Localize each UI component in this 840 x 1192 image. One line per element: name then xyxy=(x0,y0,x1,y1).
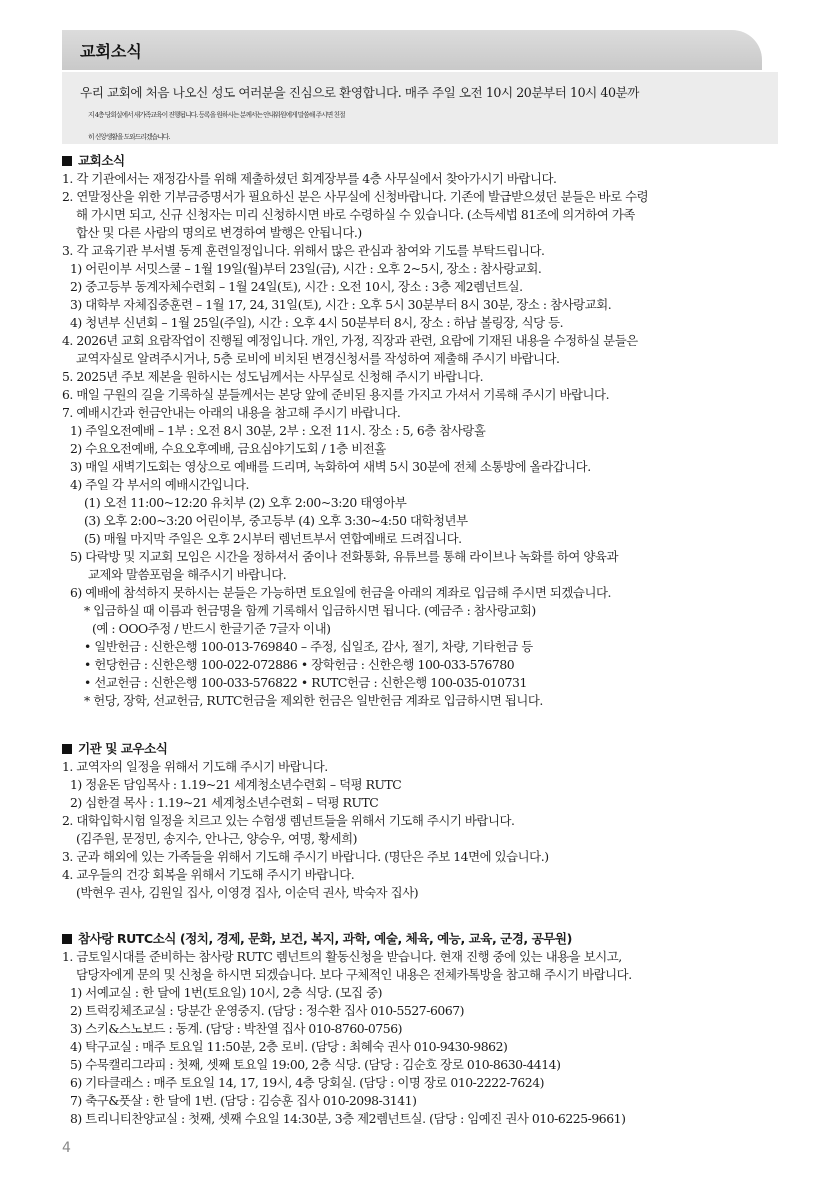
news-line: 4. 교우들의 건강 회복을 위해서 기도해 주시기 바랍니다. xyxy=(62,867,355,882)
news-line: • 선교헌금 : 신한은행 100-033-576822 • RUTC헌금 : 신한은행 100-035-010731 xyxy=(84,675,527,690)
news-line: 담당자에게 문의 및 신청을 하시면 되겠습니다. 보다 구체적인 내용은 전체카톡방을 참고해 주시기 바랍니다. xyxy=(76,967,632,982)
news-line: (김주원, 문정민, 송지수, 안나근, 양승우, 여명, 황세희) xyxy=(76,831,358,846)
section-heading-rutc-news xyxy=(62,930,572,947)
news-line: 1. 교역자의 일정을 위해서 기도해 주시기 바랍니다. xyxy=(62,759,328,774)
news-line: 6. 매일 구원의 길을 기록하실 분들께서는 본당 앞에 준비된 용지를 가지고 가셔서 기록해 주시기 바랍니다. xyxy=(62,387,610,402)
section-heading-text: 교회소식 xyxy=(78,153,125,168)
news-line: 해 가시면 되고, 신규 신청자는 미리 신청하시면 바로 수령하실 수 있습니다. (소득세법 81조에 의거하여 가족 xyxy=(76,207,635,222)
news-line: 7) 축구&풋살 : 한 달에 1번. (담당 : 김승훈 집사 010-2098-3141) xyxy=(70,1093,417,1108)
section-tab-title: 교회소식 xyxy=(80,42,142,61)
square-bullet-icon xyxy=(62,156,72,166)
welcome-box xyxy=(62,72,778,144)
page-number: 4 xyxy=(62,1140,71,1156)
news-line: (박현우 권사, 김원일 집사, 이영경 집사, 이순덕 권사, 박숙자 집사) xyxy=(76,885,419,900)
news-line: 3. 각 교육기관 부서별 동계 훈련일정입니다. 위해서 많은 관심과 참여와 기도를 부탁드립니다. xyxy=(62,243,545,258)
news-line: 4) 탁구교실 : 매주 토요일 11:50분, 2층 로비. (담당 : 최혜숙 권사 010-9430-9862) xyxy=(70,1039,508,1054)
section-heading-text: 참사랑 RUTC소식 (정치, 경제, 문화, 보건, 복지, 과학, 예술, 체육, 예능, 교육, 군경, 공무원) xyxy=(78,931,572,946)
news-line: 5) 수묵캘리그라피 : 첫째, 셋째 토요일 19:00, 2층 식당. (담당 : 김순호 장로 010-8630-4414) xyxy=(70,1057,561,1072)
news-line: 2) 중고등부 동계자체수련회 – 1월 24일(토), 시간 : 오전 10시, 장소 : 3층 제2렘넌트실. xyxy=(70,279,523,294)
news-line: 4) 주일 각 부서의 예배시간입니다. xyxy=(70,477,250,492)
news-line: 6) 예배에 참석하지 못하시는 분들은 가능하면 토요일에 헌금을 아래의 계좌로 입금해 주시면 되겠습니다. xyxy=(70,585,611,600)
news-line: 1) 어린이부 서밋스쿨 – 1월 19일(월)부터 23일(금), 시간 : 오후 2~5시, 장소 : 참사랑교회. xyxy=(70,261,542,276)
news-line: 7. 예배시간과 헌금안내는 아래의 내용을 참고해 주시기 바랍니다. xyxy=(62,405,401,420)
news-line: 4) 청년부 신년회 – 1월 25일(주일), 시간 : 오후 4시 50분부터 8시, 장소 : 하남 볼링장, 식당 등. xyxy=(70,315,564,330)
news-line: 2) 심한결 목사 : 1.19~21 세계청소년수련회 – 덕평 RUTC xyxy=(70,795,379,810)
square-bullet-icon xyxy=(62,744,72,754)
news-line: • 헌당헌금 : 신한은행 100-022-072886 • 장학헌금 : 신한은행 100-033-576780 xyxy=(84,657,515,672)
section-heading-text: 기관 및 교우소식 xyxy=(78,741,168,756)
welcome-line: 히 신앙생활을 도와드리겠습니다. xyxy=(88,133,170,141)
news-line: 3. 군과 해외에 있는 가족들을 위해서 기도해 주시기 바랍니다. (명단은 주보 14면에 있습니다.) xyxy=(62,849,549,864)
news-line: * 입금하실 때 이름과 헌금명을 함께 기록해서 입금하시면 됩니다. (예금주 : 참사랑교회) xyxy=(84,603,536,618)
news-line: 1) 서예교실 : 한 달에 1번(토요일) 10시, 2층 식당. (모집 중) xyxy=(70,985,383,1000)
news-line: 2) 트럭킹체조교실 : 당분간 운영중지. (담당 : 정수환 집사 010-5527-6067) xyxy=(70,1003,465,1018)
news-line: * 헌당, 장학, 선교헌금, RUTC헌금을 제외한 헌금은 일반헌금 계좌로 입금하시면 됩니다. xyxy=(84,693,543,708)
square-bullet-icon xyxy=(62,934,72,944)
news-line: (5) 매월 마지막 주일은 오후 2시부터 렘넌트부서 연합예배로 드려집니다. xyxy=(84,531,462,546)
news-line: 3) 대학부 자체집중훈련 – 1월 17, 24, 31일(토), 시간 : 오후 5시 30분부터 8시 30분, 장소 : 참사랑교회. xyxy=(70,297,612,312)
news-line: 2. 연말정산을 위한 기부금증명서가 필요하신 분은 사무실에 신청바랍니다. 기존에 발급받으셨던 분들은 바로 수령 xyxy=(62,189,649,204)
news-line: 교역자실로 알려주시거나, 5층 로비에 비치된 변경신청서를 작성하여 제출해 주시기 바랍니다. xyxy=(76,351,560,366)
news-line: 1) 주일오전예배 – 1부 : 오전 8시 30분, 2부 : 오전 11시. 장소 : 5, 6층 참사랑홀 xyxy=(70,423,486,438)
news-line: • 일반헌금 : 신한은행 100-013-769840 – 주정, 십일조, 감사, 절기, 차량, 기타헌금 등 xyxy=(84,639,533,654)
news-line: 1. 각 기관에서는 재정감사를 위해 제출하셨던 회계장부를 4층 사무실에서 찾아가시기 바랍니다. xyxy=(62,171,557,186)
section-tab-background xyxy=(62,30,762,70)
news-line: 2) 수요오전예배, 수요오후예배, 금요심야기도회 / 1층 비전홀 xyxy=(70,441,386,456)
news-line: 8) 트리니티찬양교실 : 첫째, 셋째 수요일 14:30분, 3층 제2렘넌트실. (담당 : 임예진 권사 010-6225-9661) xyxy=(70,1111,626,1126)
news-line: (3) 오후 2:00~3:20 어린이부, 중고등부 (4) 오후 3:30~4:50 대학청년부 xyxy=(84,513,468,528)
welcome-line: 우리 교회에 처음 나오신 성도 여러분을 진심으로 환영합니다. 매주 주일 오전 10시 20분부터 10시 40분까 xyxy=(80,85,639,100)
section-heading-church-news xyxy=(62,152,125,169)
news-line: 3) 스키&스노보드 : 동계. (담당 : 박찬열 집사 010-8760-0756) xyxy=(70,1021,403,1036)
news-line: (1) 오전 11:00~12:20 유치부 (2) 오후 2:00~3:20 태영아부 xyxy=(84,495,407,510)
news-line: 1. 금토일시대를 준비하는 참사랑 RUTC 렘넌트의 활동신청을 받습니다. 현재 진행 중에 있는 내용을 보시고, xyxy=(62,949,622,964)
news-line: 5. 2025년 주보 제본을 원하시는 성도님께서는 사무실로 신청해 주시기 바랍니다. xyxy=(62,369,484,384)
section-heading-members-news xyxy=(62,740,167,757)
news-line: 1) 정윤돈 담임목사 : 1.19~21 세계청소년수련회 – 덕평 RUTC xyxy=(70,777,402,792)
news-line: 합산 및 다른 사람의 명의로 변경하여 발행은 안됩니다.) xyxy=(76,225,362,240)
news-line: 4. 2026년 교회 요람작업이 진행될 예정입니다. 개인, 가정, 직장과 관련, 요람에 기재된 내용을 수정하실 분들은 xyxy=(62,333,638,348)
news-line: 교제와 말씀포럼을 해주시기 바랍니다. xyxy=(88,567,287,582)
section-tab xyxy=(62,30,782,70)
news-line: (예 : OOO주정 / 반드시 한글기준 7글자 이내) xyxy=(92,621,331,636)
welcome-line: 지 4층 당회실에서 새가족교육이 진행됩니다. 등록을 원하시는 분께서는 안내위원에게 말씀해 주시면 친절 xyxy=(88,111,345,119)
news-line: 3) 매일 새벽기도회는 영상으로 예배를 드리며, 녹화하여 새벽 5시 30분에 전체 소통방에 올라갑니다. xyxy=(70,459,591,474)
news-line: 2. 대학입학시험 일정을 치르고 있는 수험생 렘넌트들을 위해서 기도해 주시기 바랍니다. xyxy=(62,813,515,828)
news-line: 5) 다락방 및 지교회 모임은 시간을 정하셔서 줌이나 전화통화, 유튜브를 통해 라이브나 녹화를 하여 양육과 xyxy=(70,549,618,564)
news-line: 6) 기타클래스 : 매주 토요일 14, 17, 19시, 4층 당회실. (담당 : 이명 장로 010-2222-7624) xyxy=(70,1075,545,1090)
